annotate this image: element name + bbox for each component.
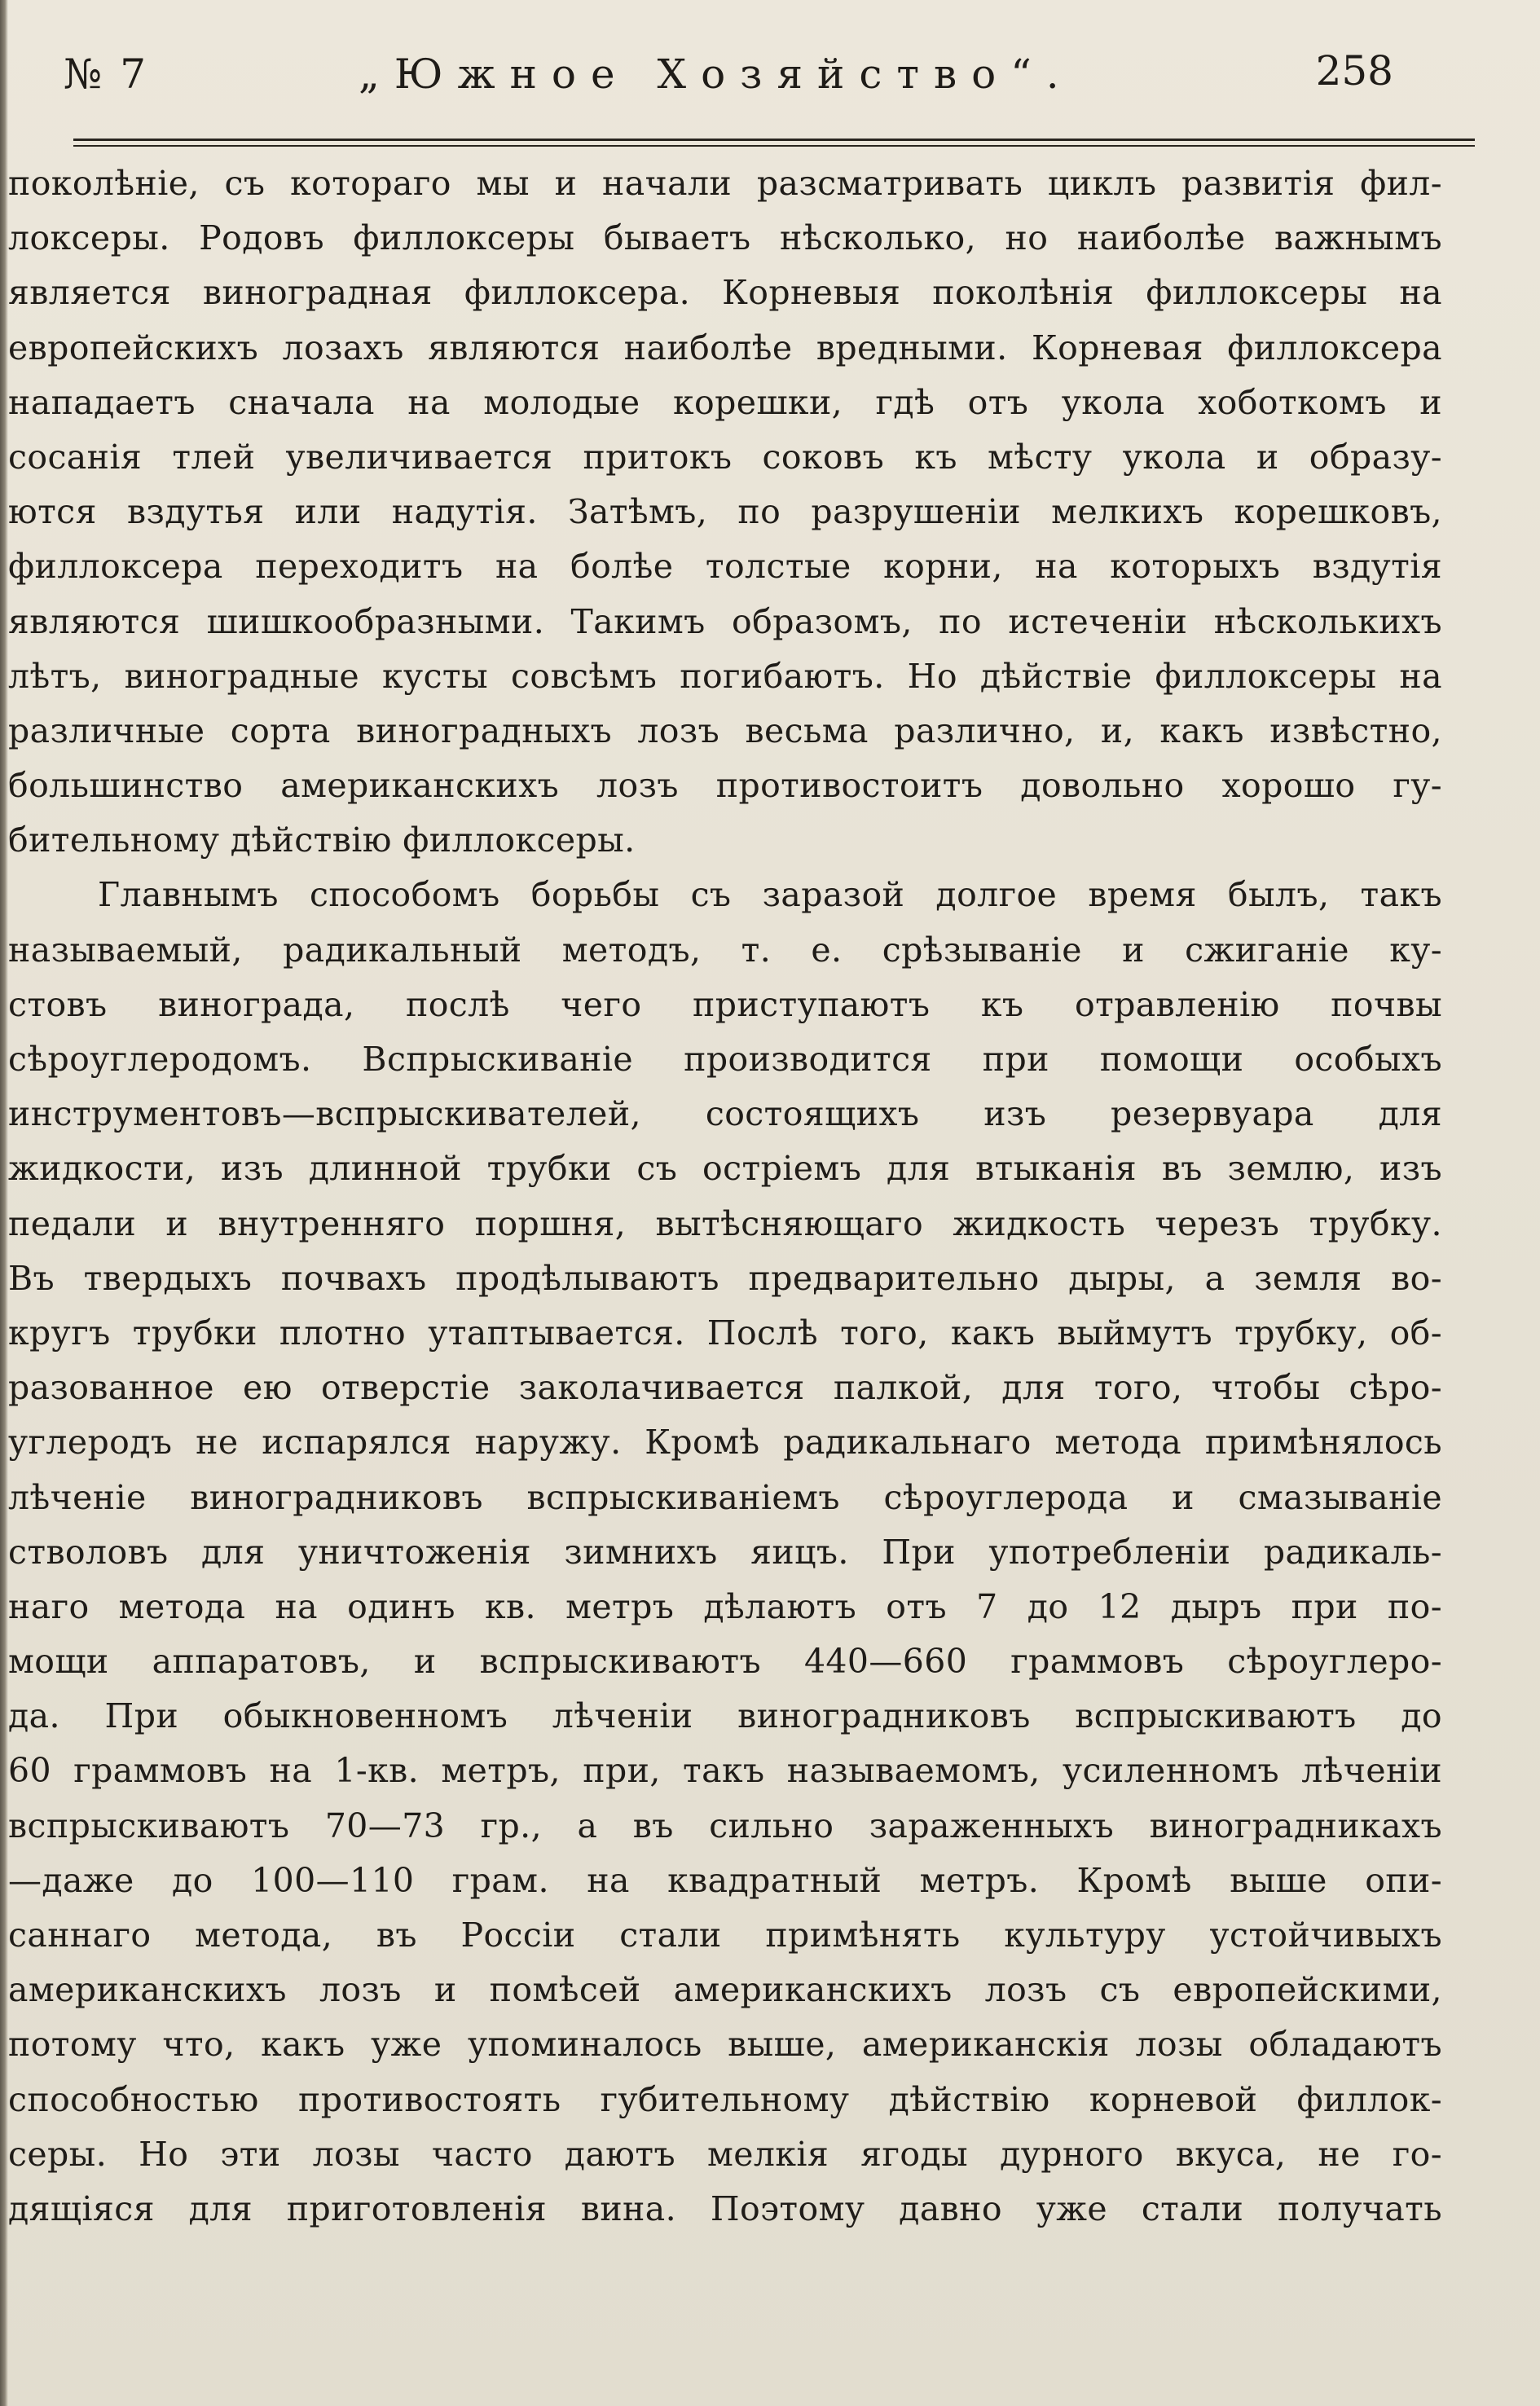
- text-line: 60 граммовъ на 1-кв. метръ, при, такъ называемомъ, усиленномъ лѣченіи: [8, 1751, 1442, 1791]
- text-line: разованное ею отверстіе заколачивается палкой, для того, чтобы сѣро-: [8, 1368, 1442, 1408]
- text-line: называемый, радикальный методъ, т. е. срѣзываніе и сжиганіе ку-: [8, 930, 1442, 970]
- text-line: стволовъ для уничтоженія зимнихъ яицъ. При употребленіи радикаль-: [8, 1532, 1442, 1572]
- text-line: различные сорта виноградныхъ лозъ весьма различно, и, какъ извѣстно,: [8, 710, 1442, 750]
- text-line: углеродъ не испарялся наружу. Кромѣ радикальнаго метода примѣнялось: [8, 1423, 1442, 1463]
- text-line: наго метода на одинъ кв. метръ дѣлаютъ отъ 7 до 12 дыръ при по-: [8, 1586, 1442, 1626]
- text-line: педали и внутренняго поршня, вытѣсняющаго жидкость черезъ трубку.: [8, 1203, 1442, 1243]
- text-line: Въ твердыхъ почвахъ продѣлываютъ предварительно дыры, а земля во-: [8, 1258, 1442, 1298]
- text-line: является виноградная филлоксера. Корневыя поколѣнія филлоксеры на: [8, 273, 1442, 313]
- text-line: инструментовъ—вспрыскивателей, состоящихъ изъ резервуара для: [8, 1094, 1442, 1134]
- text-line: дящіяся для приготовленія вина. Поэтому давно уже стали получать: [8, 2188, 1442, 2228]
- text-line: европейскихъ лозахъ являются наиболѣе вредными. Корневая филлоксера: [8, 328, 1442, 367]
- text-line: потому что, какъ уже упоминалось выше, американскія лозы обладаютъ: [8, 2025, 1442, 2065]
- text-line: серы. Но эти лозы часто даютъ мелкія ягоды дурного вкуса, не го-: [8, 2134, 1442, 2174]
- text-line: американскихъ лозъ и помѣсей американскихъ лозъ съ европейскими,: [8, 1970, 1442, 2010]
- page-number: 258: [1315, 47, 1393, 95]
- text-line: —даже до 100—110 грам. на квадратный метръ. Кромѣ выше опи-: [8, 1860, 1442, 1900]
- running-header: [57, 42, 1426, 108]
- issue-number: № 7: [64, 51, 149, 98]
- text-line: лѣтъ, виноградные кусты совсѣмъ погибаютъ. Но дѣйствіе филлоксеры на: [8, 656, 1442, 696]
- text-line: Главнымъ способомъ борьбы съ заразой долгое время былъ, такъ: [98, 875, 1442, 915]
- text-line: филлоксера переходитъ на болѣе толстые корни, на которыхъ вздутія: [8, 547, 1442, 587]
- header-rule: [73, 145, 1475, 147]
- text-line: вспрыскиваютъ 70—73 гр., а въ сильно зараженныхъ виноградникахъ: [8, 1806, 1442, 1845]
- text-line: поколѣніе, съ котораго мы и начали разсматривать циклъ развитія фил-: [8, 164, 1442, 203]
- text-line: большинство американскихъ лозъ противостоитъ довольно хорошо гу-: [8, 766, 1442, 806]
- text-line: способностью противостоять губительному дѣйствію корневой филлок-: [8, 2079, 1442, 2119]
- text-line: нападаетъ сначала на молодые корешки, гдѣ отъ укола хоботкомъ и: [8, 382, 1442, 422]
- text-line: сосанія тлей увеличивается притокъ соковъ къ мѣсту укола и образу-: [8, 437, 1442, 477]
- header-rule: [73, 139, 1475, 141]
- text-line: кругъ трубки плотно утаптывается. Послѣ того, какъ выймутъ трубку, об-: [8, 1313, 1442, 1353]
- text-line: являются шишкообразными. Такимъ образомъ, по истеченіи нѣсколькихъ: [8, 601, 1442, 641]
- text-line: сѣроуглеродомъ. Вспрыскиваніе производится при помощи особыхъ: [8, 1040, 1442, 1079]
- text-line: саннаго метода, въ Россіи стали примѣнять культуру устойчивыхъ: [8, 1916, 1442, 1955]
- page-binding-edge: [0, 0, 8, 2406]
- text-line: бительному дѣйствію филлоксеры.: [8, 820, 636, 860]
- text-line: ются вздутья или надутія. Затѣмъ, по разрушеніи мелкихъ корешковъ,: [8, 492, 1442, 532]
- text-line: локсеры. Родовъ филлоксеры бываетъ нѣсколько, но наиболѣе важнымъ: [8, 218, 1442, 258]
- text-line: мощи аппаратовъ, и вспрыскиваютъ 440—660 граммовъ сѣроуглеро-: [8, 1642, 1442, 1682]
- text-line: стовъ винограда, послѣ чего приступаютъ къ отравленію почвы: [8, 984, 1442, 1024]
- journal-title: „Южное Хозяйство“.: [359, 51, 1074, 98]
- article-body: [8, 156, 1442, 2237]
- text-line: жидкости, изъ длинной трубки съ остріемъ для втыканія въ землю, изъ: [8, 1149, 1442, 1189]
- text-line: лѣченіе виноградниковъ вспрыскиваніемъ сѣроуглерода и смазываніе: [8, 1477, 1442, 1517]
- text-line: да. При обыкновенномъ лѣченіи виноградниковъ вспрыскиваютъ до: [8, 1696, 1442, 1736]
